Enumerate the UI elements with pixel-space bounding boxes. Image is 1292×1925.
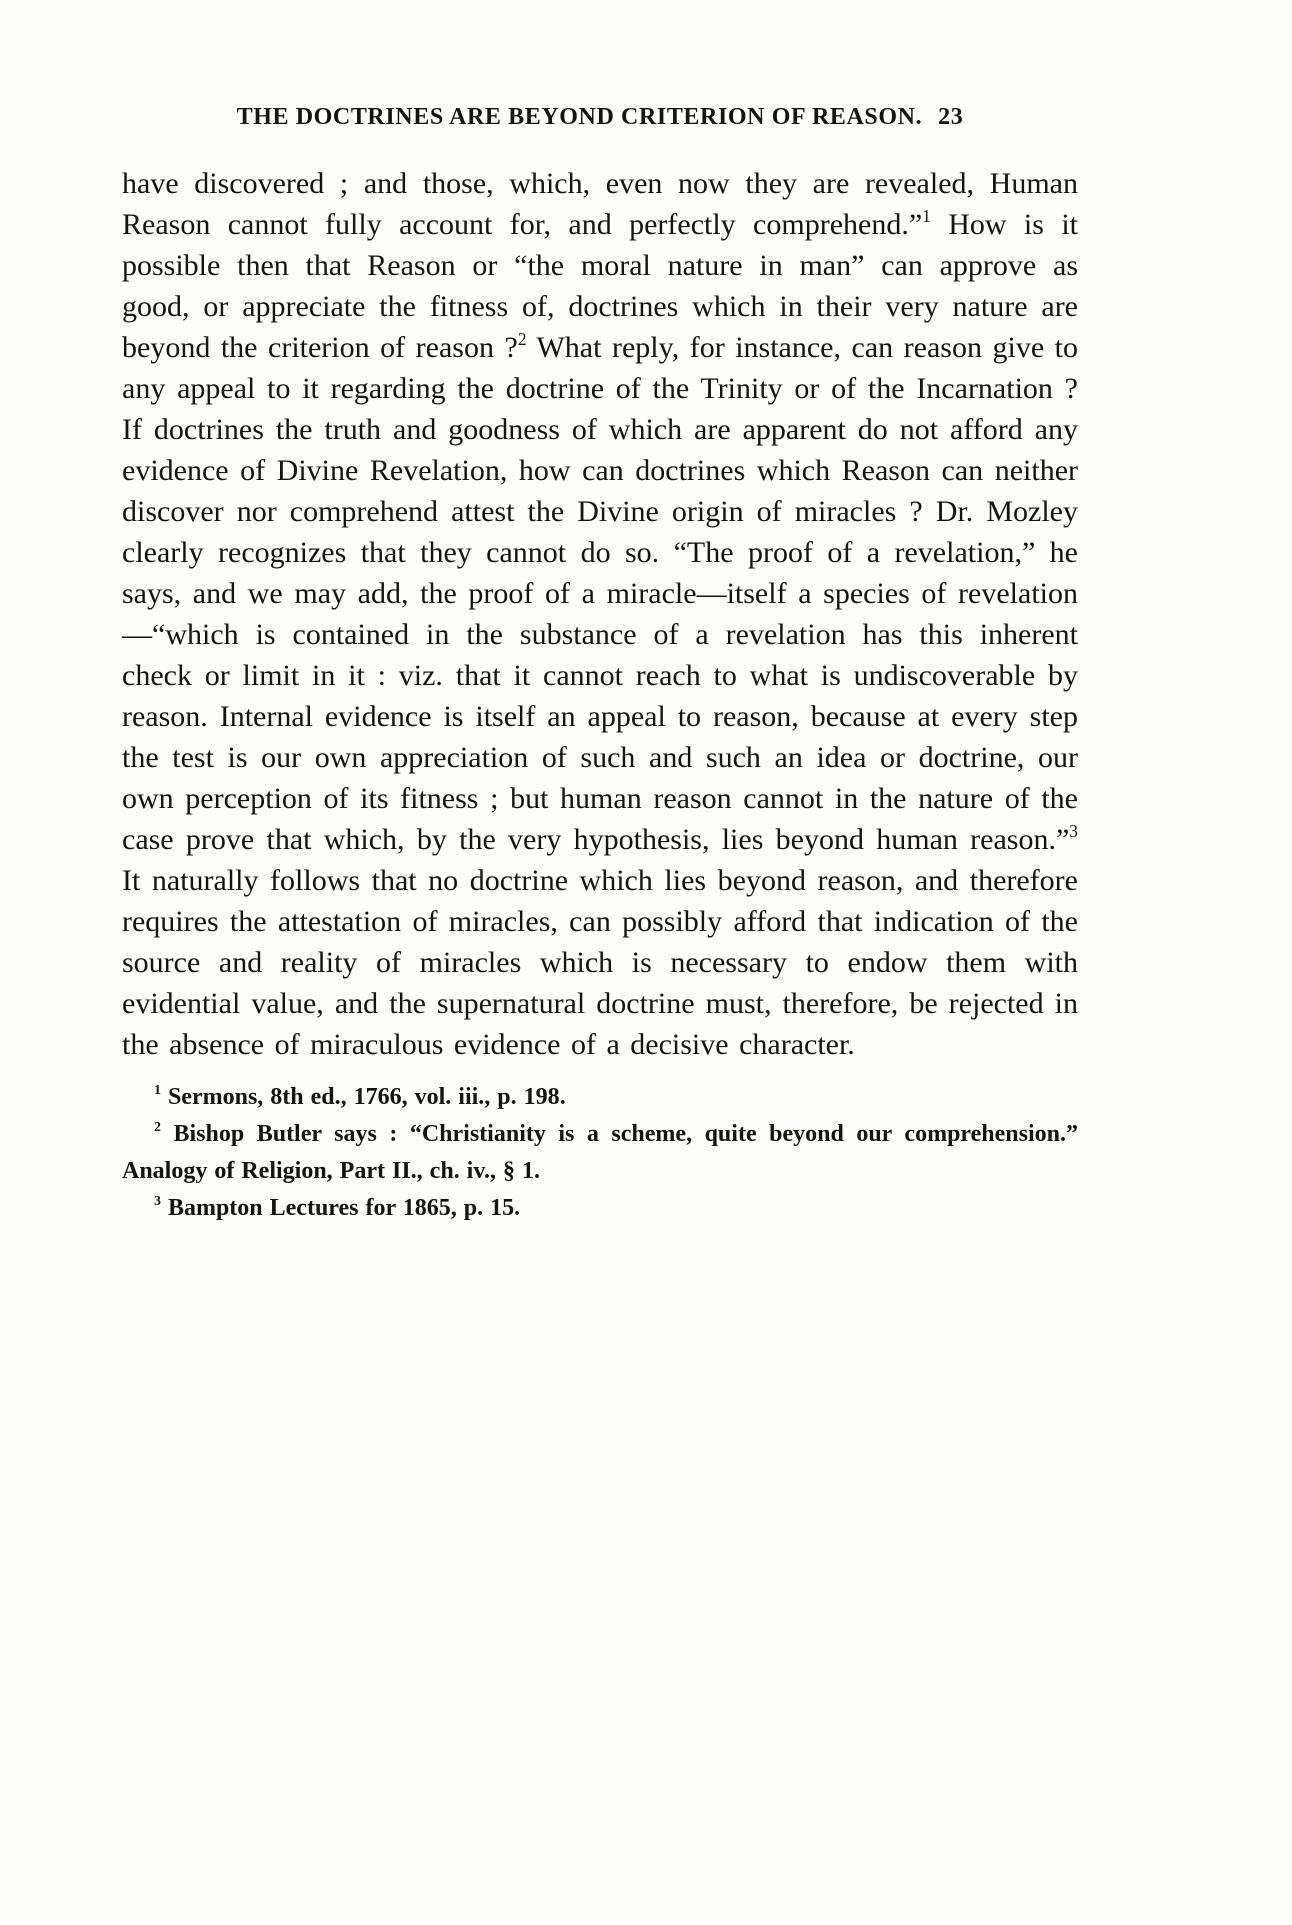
footnote: $^2$ Bishop Butler says : “Christianity is a scheme, quite beyond our comprehension.” Analogy of Religion, Part II., ch. iv., § 1.: [122, 1120, 1078, 1184]
body-paragraph: [122, 163, 1078, 1065]
footnote-ref: 1: [922, 206, 931, 226]
page-number: 23: [938, 104, 964, 130]
paragraph-text-run: It naturally follows that no doctrine which lies beyond reason, and therefore requires the attestation of miracles, can possibly afford that indication of the source and reality of miracles which is necessary to endow them with evidential value, and the supernatural doctrine must, therefore, be rejected in the absence of miraculous evidence of a decisive character.: [122, 864, 1078, 1061]
footnote-marker: 1: [154, 1083, 161, 1098]
footnote: $^1$ Sermons, 8th ed., 1766, vol. iii., p. 198.: [154, 1083, 566, 1110]
footnote-ref: 2: [517, 329, 527, 349]
footnote: $^3$ Bampton Lectures for 1865, p. 15.: [154, 1194, 521, 1221]
footnote-ref: 3: [1069, 821, 1078, 841]
paragraph-text-run: have discovered ; and those, which, even now they are revealed, Human Reason cannot fully account for, and perfectly comprehend.”: [122, 167, 1078, 241]
footnote-marker: 2: [154, 1120, 161, 1135]
running-head: [122, 104, 1078, 131]
paragraph-text-run: How is it possible then that Reason or “the moral nature in man” can approve as good, or appreciate the fitness of, doctrines which in their very nature are beyond the criterion of reason ?: [122, 208, 1078, 364]
paragraph-text-run: What reply, for instance, can reason give to any appeal to it regarding the doctrine of the Trinity or of the Incarnation ? If doctrines the truth and goodness of which are apparent do not afford any evidence of Divine Revelation, how can doctrines which Reason can neither discover nor comprehend attest the Divine origin of miracles ? Dr. Mozley clearly recognizes that they cannot do so. “The proof of a revelation,” he says, and we may add, the proof of a miracle—itself a species of revelation—“which is contained in the substance of a revelation has this inherent check or limit in it : viz. that it cannot reach to what is undiscoverable by reason. Internal evidence is itself an appeal to reason, because at every step the test is our own appreciation of such and such an idea or doctrine, our own perception of its fitness ; but human reason cannot in the nature of the case prove that which, by the very hypothesis, lies beyond human reason.”: [122, 331, 1078, 856]
footnotes: [122, 1079, 1078, 1227]
footnote-marker: 3: [154, 1194, 161, 1209]
running-head-title: THE DOCTRINES ARE BEYOND CRITERION OF REASON.: [236, 104, 923, 130]
